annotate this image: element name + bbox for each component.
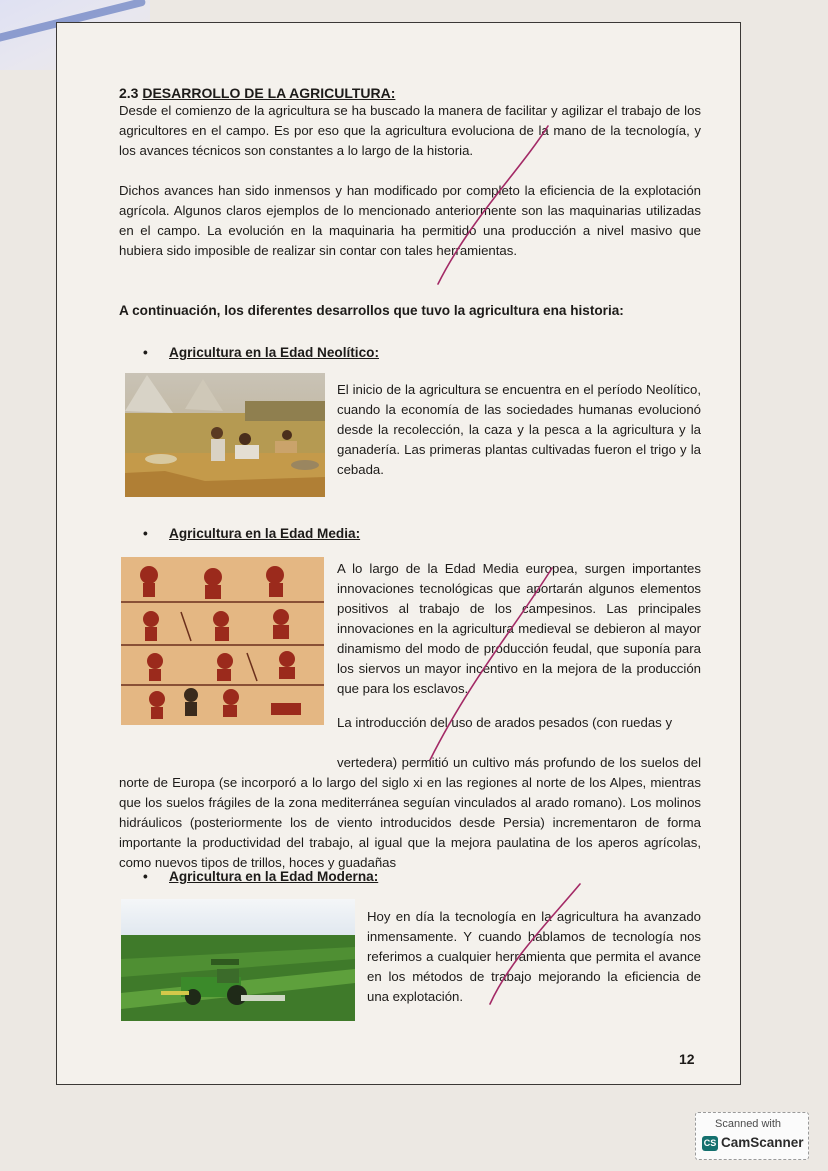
middle-ages-text-2-rest: vertedera) permitió un cultivo más profundo de los suelos del norte de Europa (se incorporó a lo largo del siglo xi en las regiones al norte de los Alpes, mientras que los suelos frágiles de la zona mediterránea seguían vinculados al arado romano). Los molinos hidráulicos (posteriormente los de viento introducidos desde Persia) incrementaron de forma importante la productividad del trabajo, al igual que la mejora paulatina de los aperos agrícolas, como nuevos tipos de trillos, hoces y guadañas xyxy=(119,755,701,870)
heading-number: 2.3 xyxy=(119,85,139,101)
neolithic-text: El inicio de la agricultura se encuentra en el período Neolítico, cuando la economía de las sociedades humanas evolucionó desde la recolección, la caza y la pesca a la agricultura y la ganadería. Las primeras plantas cultivadas fueron el trigo y la cebada. xyxy=(337,382,701,477)
middle-ages-text: A lo largo de la Edad Media europea, surgen importantes innovaciones tecnológicas que aportarán algunos elementos positivos al trabajo de los campesinos. Las principales innovaciones en la agricultura medieval se debieron al mayor dinamismo del modo de producción feudal, que suponía para los siervos un mayor incentivo en la mejora de la producción que para los esclavos. xyxy=(337,561,701,696)
section-modern-title xyxy=(143,869,378,884)
advances-paragraph: Dichos avances han sido inmensos y han modificado por completo la eficiencia de la explotación agrícola. Algunos claros ejemplos de lo mencionado anteriormente son las maquinarias utilizadas en el campo. La evolución en la maquinaria ha permitido una producción a nivel masivo que hubiera sido imposible de realizar sin contar con tales herramientas. xyxy=(119,183,701,258)
section-neolithic-title xyxy=(143,345,379,360)
bullet-dot: • xyxy=(143,526,148,541)
medieval-calendar-image xyxy=(121,557,324,725)
intro-paragraph: Desde el comienzo de la agricultura se ha buscado la manera de facilitar y agilizar el trabajo de los agricultores en el campo. Es por eso que la agricultura evoluciona de la mano de la tecnología, y los avances técnicos son constantes a lo largo de la historia. xyxy=(119,103,701,158)
document-page xyxy=(56,22,741,1085)
section-title-label: Agricultura en la Edad Media: xyxy=(169,526,361,541)
neolithic-farming-image xyxy=(125,373,325,497)
watermark-brand xyxy=(702,1135,804,1151)
section-heading xyxy=(119,85,395,101)
section-middle-ages-title xyxy=(143,526,360,541)
lead-in-paragraph: A continuación, los diferentes desarrollos que tuvo la agricultura ena historia: xyxy=(119,303,624,318)
heading-title: DESARROLLO DE LA AGRICULTURA: xyxy=(142,85,396,101)
page-number: 12 xyxy=(679,1051,695,1067)
modern-text: Hoy en día la tecnología en la agricultura ha avanzado inmensamente. Y cuando hablamos de tecnología nos referimos a cualquier herramienta que permita el avance en los métodos de trabajo mejorando la eficiencia de una explotación. xyxy=(367,909,701,1004)
section-title-label: Agricultura en la Edad Neolítico: xyxy=(169,345,379,360)
middle-ages-text-2-start: La introducción del uso de arados pesados (con ruedas y xyxy=(337,715,673,730)
watermark-caption: Scanned with xyxy=(715,1118,782,1130)
watermark-brand-name: CamScanner xyxy=(721,1135,804,1150)
bullet-dot: • xyxy=(143,345,148,360)
bullet-dot: • xyxy=(143,869,148,884)
camscanner-logo-icon: CS xyxy=(702,1136,718,1151)
section-title-label: Agricultura en la Edad Moderna: xyxy=(169,869,379,884)
modern-tractor-image xyxy=(121,899,355,1021)
camscanner-watermark xyxy=(695,1112,809,1160)
